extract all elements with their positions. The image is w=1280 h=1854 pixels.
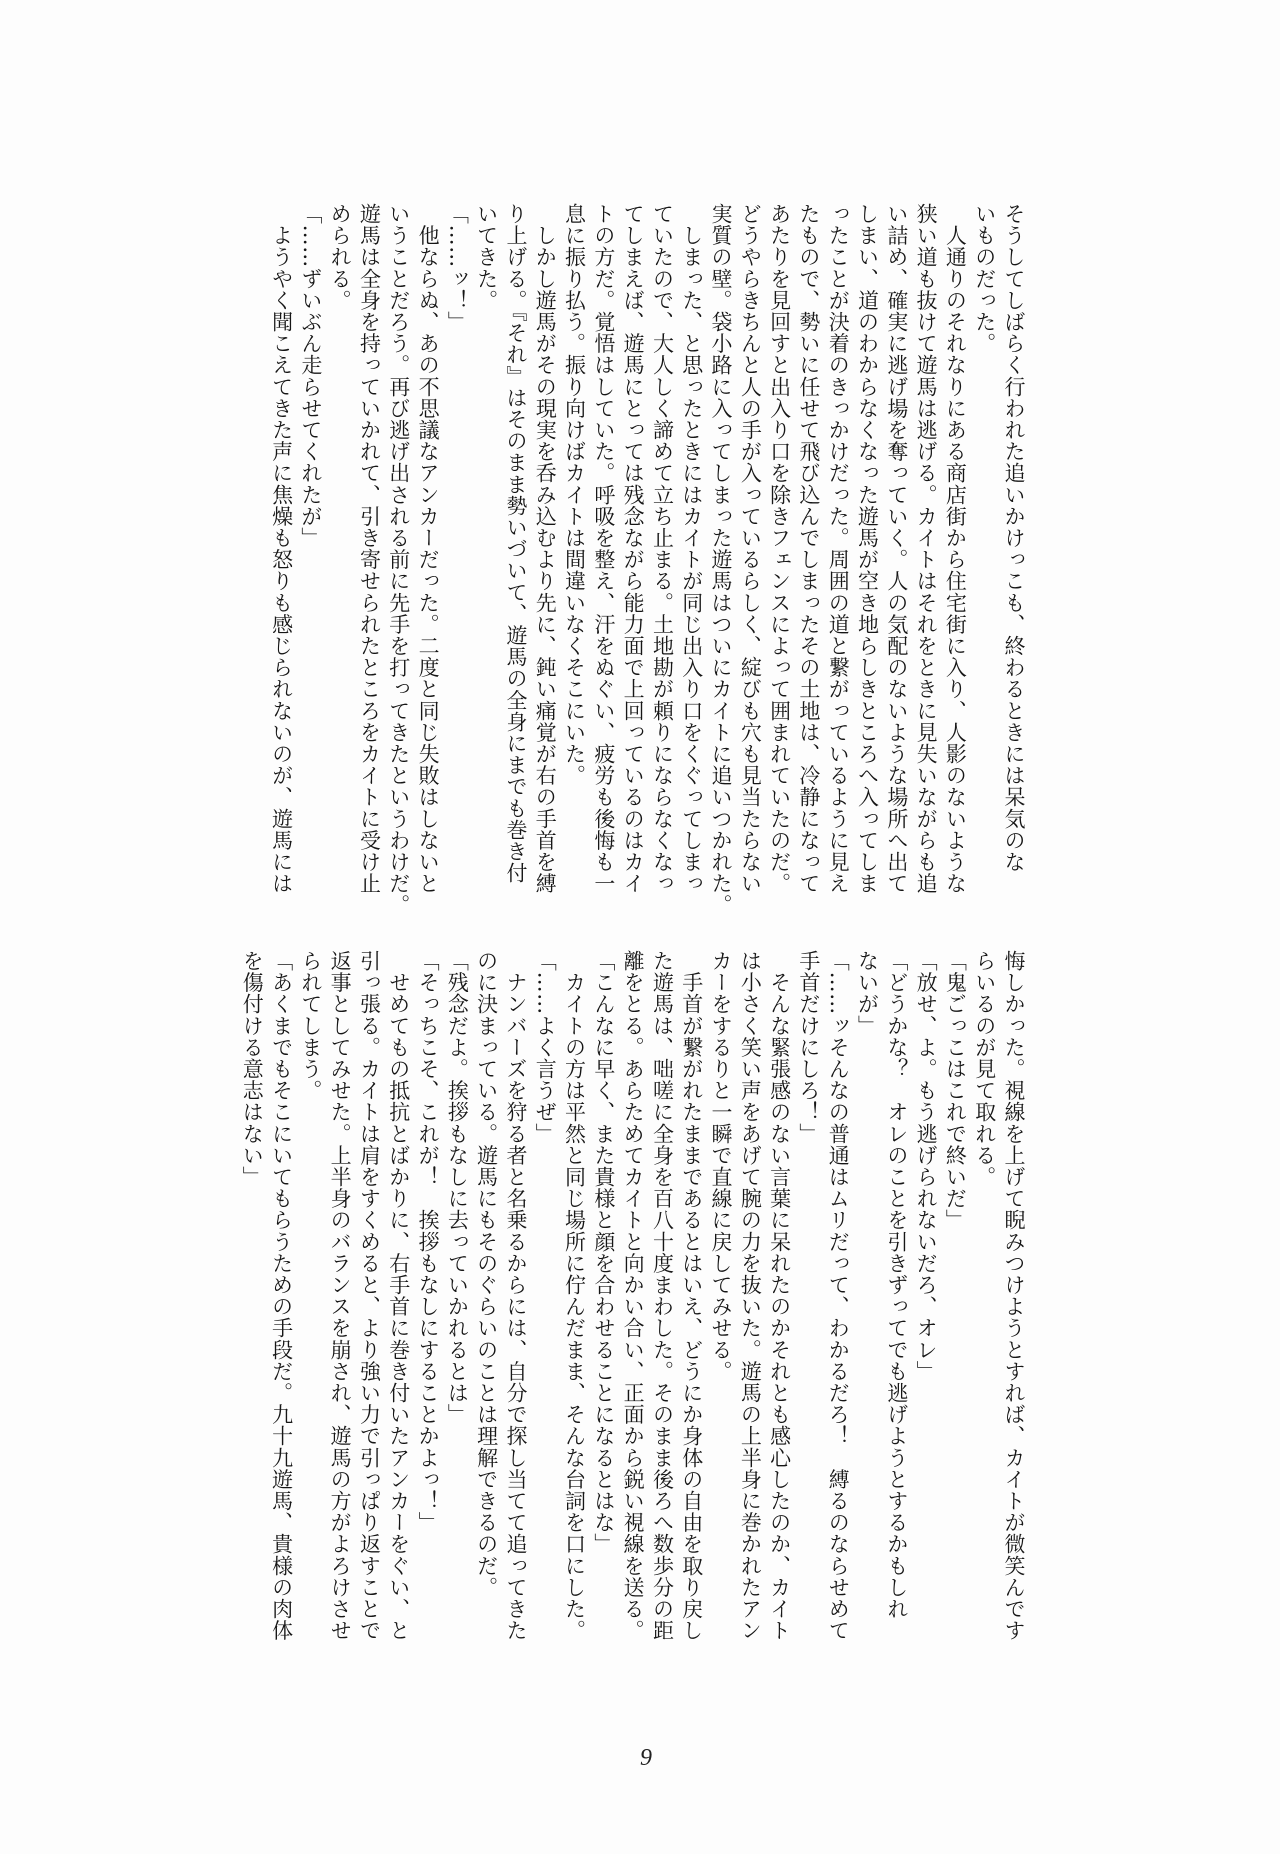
text-line: い詰め、確実に逃げ場を奪っていく。人の気配のないような場所へ出て [884,203,909,895]
text-line: 息に振り払う。振り向けばカイトは間違いなくそこにいた。 [562,203,587,787]
text-line: 離をとる。あらためてカイトと向かい合い、正面から鋭い視線を送る。 [621,950,646,1642]
text-line: 実質の壁。袋小路に入ってしまった遊馬はついにカイトに追いつかれた。 [709,203,734,916]
text-line: 「残念だよ。挨拶もなしに去っていかれるとは」 [445,950,470,1426]
text-line: り上げる。『それ』はそのまま勢いづいて、遊馬の全身にまでも巻き付 [503,203,528,884]
text-line: あたりを見回すと出入り口を除きフェンスによって囲まれていたのだ。 [767,203,792,895]
text-line: 悔しかった。視線を上げて睨みつけようとすれば、カイトが微笑んです [1002,950,1026,1642]
text-line: カーをするりと一瞬で直線に戻してみせる。 [709,950,734,1382]
text-line: 「どうかな？ オレのことを引きずってでも逃げようとするかもしれ [884,950,909,1620]
text-line: を傷付ける意志はない」 [240,950,265,1188]
text-block-bottom [240,950,1028,1642]
text-line: たもので、勢いに任せて飛び込んでしまったその土地は、冷静になって [796,203,821,895]
text-line: しまい、道のわからなくなった遊馬が空き地らしきところへ入ってしま [855,203,880,895]
text-line: 他ならぬ、あの不思議なアンカーだった。二度と同じ失敗はしないと [416,203,441,895]
text-line: ないが」 [855,950,880,1037]
text-line: 「……ッそんなの普通はムリだって、わかるだろ！ 縛るのならせめて [826,950,851,1642]
text-line: ナンバーズを狩る者と名乗るからには、自分で探し当てて追ってきた [503,950,528,1642]
text-line: カイトの方は平然と同じ場所に佇んだまま、そんな台詞を口にした。 [562,950,587,1642]
text-line: た遊馬は、咄嗟に全身を百八十度まわした。そのまま後ろへ数歩分の距 [650,950,675,1642]
text-line: ようやく聞こえてきた声に焦燥も怒りも感じられないのが、遊馬には [269,203,294,895]
text-line: 遊馬は全身を持っていかれて、引き寄せられたところをカイトに受け止 [357,203,382,895]
text-line: 手首だけにしろ！」 [796,950,821,1145]
text-line: 手首が繋がれたままであるとはいえ、どうにか身体の自由を取り戻し [679,950,704,1642]
text-line: 返事としてみせた。上半身のバランスを崩され、遊馬の方がよろけさせ [328,950,353,1642]
text-line: 「……よく言うぜ」 [533,950,558,1145]
text-line: そんな緊張感のない言葉に呆れたのかそれとも感心したのか、カイト [767,950,792,1642]
text-line: トの方だ。覚悟はしていた。呼吸を整え、汗をぬぐい、疲労も後悔も一 [591,203,616,895]
text-line: 「あくまでもそこにいてもらうための手段だ。九十九遊馬、貴様の肉体 [269,950,294,1642]
text-line: せめてもの抵抗とばかりに、右手首に巻き付いたアンカーをぐい、と [386,950,411,1642]
text-block-top [248,203,1028,916]
text-line: いものだった。 [972,203,997,355]
text-line: しまった、と思ったときにはカイトが同じ出入り口をくぐってしまっ [679,203,704,895]
text-line: 「鬼ごっこはこれで終いだ」 [943,950,968,1231]
text-line: 狭い道も抜けて遊馬は逃げる。カイトはそれをときに見失いながらも追 [914,203,939,895]
text-line: 人通りのそれなりにある商店街から住宅街に入り、人影のないような [943,203,968,895]
text-line: 引っ張る。カイトは肩をすくめると、より強い力で引っぱり返すことで [357,950,382,1642]
text-line: しかし遊馬がその現実を呑み込むより先に、鈍い痛覚が右の手首を縛 [533,203,558,895]
text-line: いうことだろう。再び逃げ出される前に先手を打ってきたというわけだ。 [386,203,411,916]
text-line: てしまえば、遊馬にとっては残念ながら能力面で上回っているのはカイ [621,203,646,895]
text-line: は小さく笑い声をあげて腕の力を抜いた。遊馬の上半身に巻かれたアン [738,950,763,1642]
text-line: のに決まっている。遊馬にもそのぐらいのことは理解できるのだ。 [474,950,499,1598]
text-line: どうやらきちんと人の手が入っているらしく、綻びも穴も見当たらない [738,203,763,895]
text-line: められる。 [328,203,353,311]
text-line: 「……ずいぶん走らせてくれたが」 [298,203,323,549]
text-line: 「そっちこそ、これが！ 挨拶もなしにすることかよっ！」 [416,950,441,1534]
page-number: 9 [640,1745,652,1771]
text-line: 「放せ、よ。もう逃げられないだろ、オレ」 [914,950,939,1382]
text-line: らいるのが見て取れる。 [972,950,997,1188]
text-line: ていたので、大人しく諦めて立ち止まる。土地勘が頼りにならなくなっ [650,203,675,895]
text-line: 「……ッ！」 [445,203,470,333]
text-line: そうしてしばらく行われた追いかけっこも、終わるときには呆気のな [1002,203,1026,873]
text-line: いてきた。 [474,203,499,311]
text-line: られてしまう。 [298,950,323,1102]
text-line: ったことが決着のきっかけだった。周囲の道と繋がっているように見え [826,203,851,895]
text-line: 「こんなに早く、また貴様と顔を合わせることになるとはな」 [591,950,616,1555]
